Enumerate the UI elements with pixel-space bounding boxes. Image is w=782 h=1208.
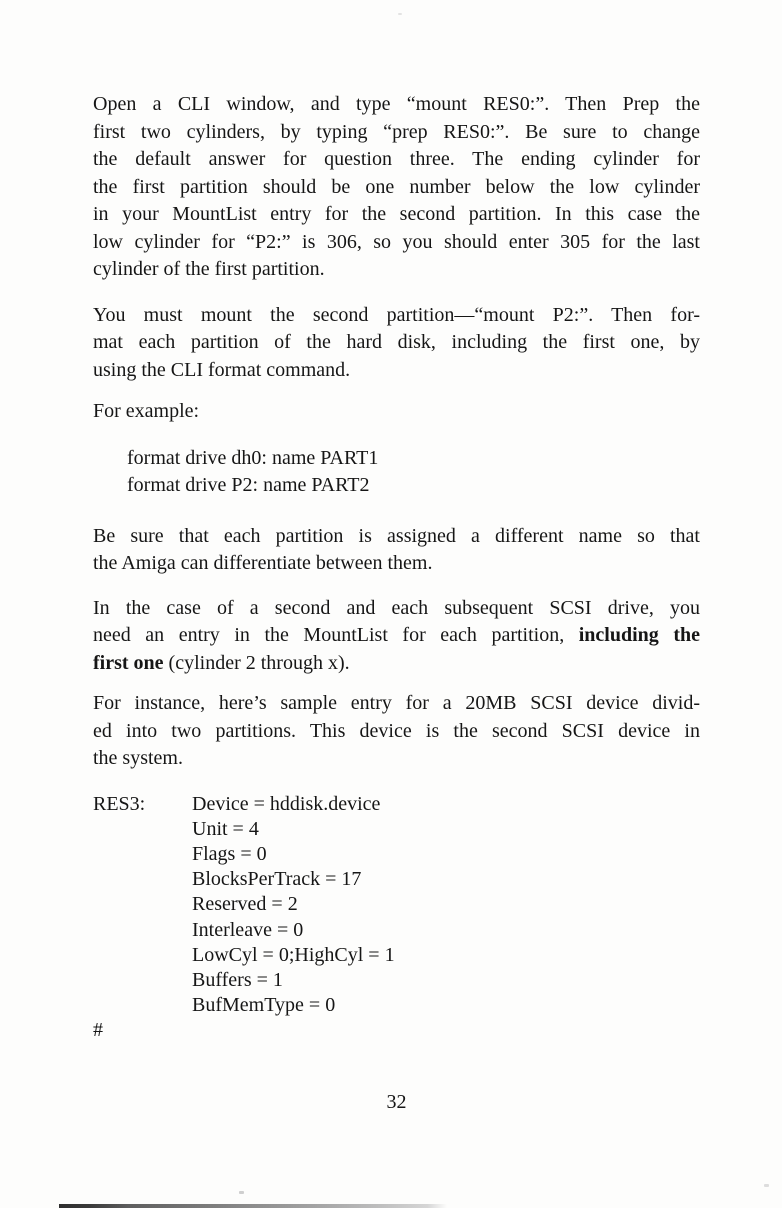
code-line: format drive dh0: name PART1 xyxy=(127,446,379,469)
text-line: the system. xyxy=(93,747,183,769)
text-line: ed into two partitions. This device is the second SCSI device in xyxy=(93,719,700,742)
text-line: need an entry in the MountList for each partition, including the xyxy=(93,624,700,646)
paragraph xyxy=(93,690,700,773)
text-line: In the case of a second and each subsequent SCSI drive, you xyxy=(93,596,700,619)
text-line: using the CLI format command. xyxy=(93,358,351,381)
mountlist-entry: Buffers = 1 xyxy=(192,968,283,991)
paragraph xyxy=(93,523,700,578)
page-number: 32 xyxy=(386,1090,407,1113)
text-line: For example: xyxy=(93,400,200,422)
text-line: first two cylinders, by typing “prep RES0:”. Be sure to change xyxy=(93,120,700,143)
text-line: in your MountList entry for the second partition. In this case the xyxy=(93,203,700,225)
scan-artifact-speck xyxy=(398,13,402,15)
page-content xyxy=(93,0,700,1116)
scan-artifact-streak xyxy=(59,1204,447,1208)
text-line: mat each partition of the hard disk, including the first one, by xyxy=(93,331,700,353)
text-line: the default answer for question three. The ending cylinder for xyxy=(93,148,700,170)
mountlist-device-label: RES3: xyxy=(93,792,146,815)
mountlist-entry: BlocksPerTrack = 17 xyxy=(192,868,362,891)
paragraph xyxy=(93,398,700,426)
code-block xyxy=(93,445,700,500)
mountlist-entries xyxy=(192,792,700,1019)
mountlist-entry: Device = hddisk.device xyxy=(192,792,381,815)
text-line: You must mount the second partition—“mount P2:”. Then for- xyxy=(93,303,700,326)
mountlist-terminator: # xyxy=(93,1019,103,1042)
mountlist-entry: Flags = 0 xyxy=(192,842,267,865)
text-line: cylinder of the first partition. xyxy=(93,258,325,280)
text-line: low cylinder for “P2:” is 306, so you should enter 305 for the last xyxy=(93,230,700,253)
paragraph xyxy=(93,595,700,678)
mountlist-entry: LowCyl = 0;HighCyl = 1 xyxy=(192,943,395,966)
mountlist-entry: Reserved = 2 xyxy=(192,893,298,916)
text-line: first one (cylinder 2 through x). xyxy=(93,651,350,674)
paragraphs xyxy=(93,91,700,773)
mountlist-entry: Interleave = 0 xyxy=(192,918,304,941)
scan-artifact-speck xyxy=(239,1191,244,1194)
text-line: Open a CLI window, and type “mount RES0:”. Then Prep the xyxy=(93,93,700,115)
mountlist-entry: Unit = 4 xyxy=(192,817,259,840)
paragraph xyxy=(93,302,700,385)
mountlist-entry: BufMemType = 0 xyxy=(192,994,336,1017)
text-line: the first partition should be one number below the low cylinder xyxy=(93,175,700,198)
mountlist-block xyxy=(93,792,700,1019)
text-line: the Amiga can differentiate between them. xyxy=(93,552,433,574)
scan-artifact-speck xyxy=(764,1184,769,1187)
text-line: For instance, here’s sample entry for a 20MB SCSI device divid- xyxy=(93,692,700,714)
code-line: format drive P2: name PART2 xyxy=(127,474,370,496)
paragraph xyxy=(93,91,700,284)
text-line: Be sure that each partition is assigned a different name so that xyxy=(93,524,700,547)
